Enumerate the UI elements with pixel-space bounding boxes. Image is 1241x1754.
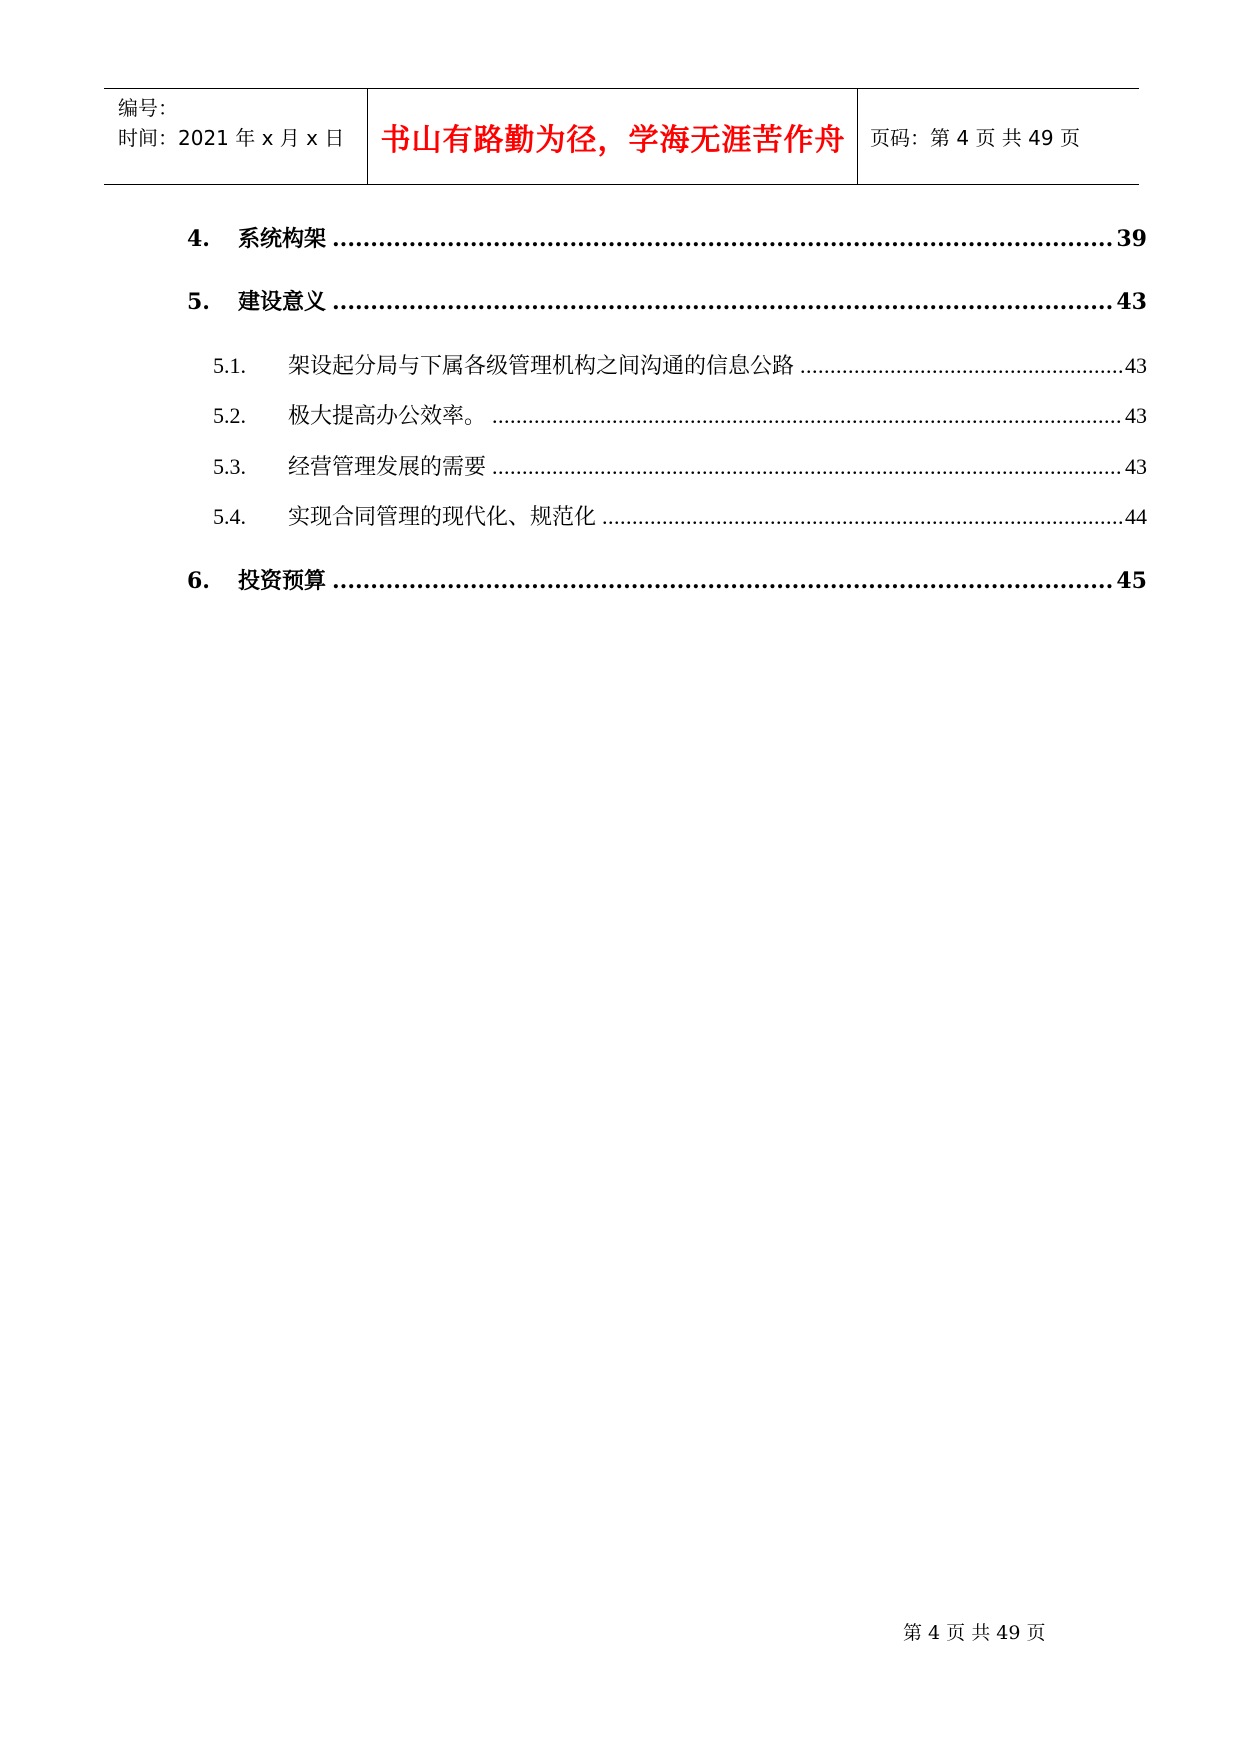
toc-entry-page: 39 (1116, 226, 1147, 252)
header-meta (118, 93, 344, 153)
toc-entry-number: 5. (187, 289, 210, 315)
toc-entry-page: 43 (1125, 454, 1147, 479)
page-footer: 第 4 页 共 49 页 (903, 1622, 1046, 1644)
toc-leader-dots (332, 568, 1114, 594)
toc-entry[interactable] (187, 285, 1147, 316)
toc-entry-title: 极大提高办公效率。 (288, 404, 487, 429)
toc-entry[interactable] (187, 564, 1147, 595)
toc-entry-number: 5.4. (213, 504, 246, 529)
toc-entry-number: 5.1. (213, 353, 246, 378)
toc-leader-dots (492, 454, 1123, 480)
header-page-info: 页码：第 4 页 共 49 页 (870, 126, 1080, 150)
toc-entry-number: 6. (187, 568, 210, 594)
toc-entry-page: 43 (1116, 289, 1147, 315)
toc-entry-title: 投资预算 (238, 569, 327, 594)
toc-entry-page: 44 (1125, 504, 1147, 529)
toc-entry-title: 架设起分局与下属各级管理机构之间沟通的信息公路 (288, 354, 795, 379)
toc-entry-title: 实现合同管理的现代化、规范化 (288, 505, 597, 530)
header-motto: 书山有路勤为径，学海无涯苦作舟 (380, 122, 846, 158)
toc-entry-title: 系统构架 (238, 227, 327, 252)
toc-entry[interactable] (213, 399, 1147, 430)
toc-entry-page: 43 (1125, 403, 1147, 428)
toc-entry-number: 4. (187, 226, 210, 252)
header-divider (367, 89, 368, 184)
toc-entry-page: 43 (1125, 353, 1147, 378)
toc-entry-number: 5.2. (213, 403, 246, 428)
header-time-label: 时间：2021 年 x 月 x 日 (118, 126, 345, 150)
page-header (104, 88, 1139, 185)
toc-entry-title: 经营管理发展的需要 (288, 455, 487, 480)
header-number-label: 编号： (118, 96, 178, 120)
toc-entry-title: 建设意义 (238, 290, 327, 315)
toc-leader-dots (602, 504, 1123, 530)
toc-entry[interactable] (213, 450, 1147, 481)
toc-leader-dots (332, 289, 1114, 315)
toc-entry[interactable] (213, 349, 1147, 380)
toc-entry[interactable] (187, 222, 1147, 253)
toc-leader-dots (800, 353, 1123, 379)
toc-entry-page: 45 (1116, 568, 1147, 594)
header-divider (857, 89, 858, 184)
toc-leader-dots (332, 226, 1114, 252)
toc-entry-number: 5.3. (213, 454, 246, 479)
toc-entry[interactable] (213, 500, 1147, 531)
toc-leader-dots (492, 403, 1123, 429)
